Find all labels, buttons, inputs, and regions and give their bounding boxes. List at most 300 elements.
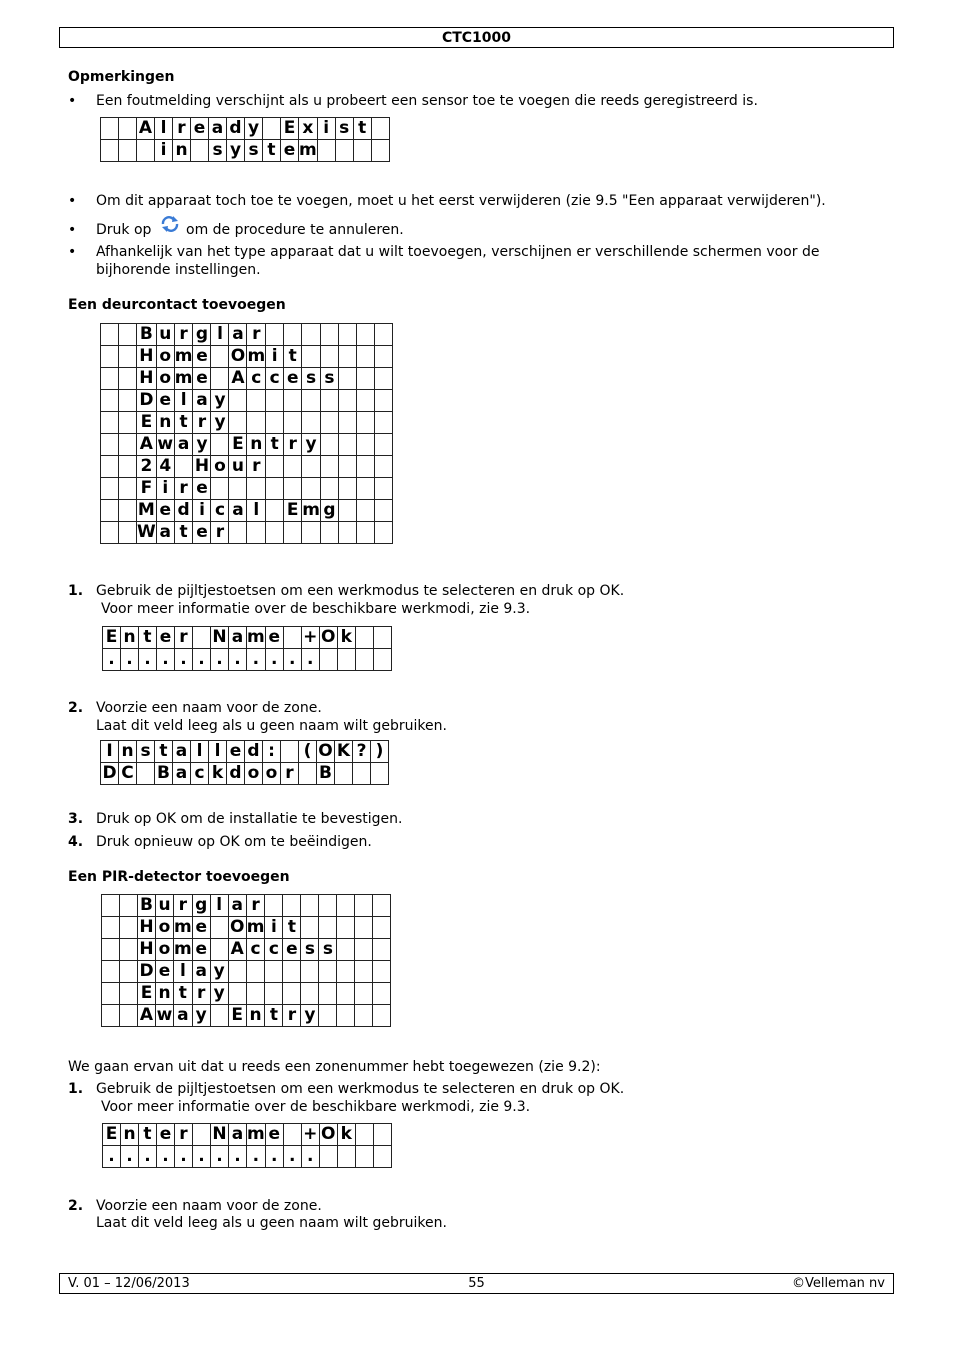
lcd-cell: m (299, 140, 317, 160)
lcd-cell: y (210, 961, 228, 983)
lcd-cell (338, 456, 356, 478)
lcd-cell (337, 1005, 355, 1027)
page-footer (59, 1273, 894, 1294)
lcd-cell: E (228, 1005, 246, 1027)
lcd-cell (119, 434, 137, 456)
lcd-cell (356, 390, 374, 412)
lcd-cell (319, 1146, 337, 1168)
lcd-cell: u (229, 456, 247, 478)
lcd-cell (337, 649, 355, 671)
lcd-cell (353, 140, 371, 162)
lcd-cell: e (193, 478, 211, 500)
lcd-cell (119, 522, 137, 544)
lcd-cell (229, 478, 247, 500)
lcd-cell: l (155, 118, 173, 140)
lcd-cell: : (263, 741, 281, 763)
lcd-cell: d (227, 118, 245, 140)
lcd-cell (174, 456, 193, 478)
lcd-cell (355, 961, 373, 983)
lcd-cell: . (193, 649, 211, 671)
lcd-cell: w (156, 1005, 173, 1025)
lcd-cell: a (193, 390, 211, 412)
lcd-cell: c (265, 939, 283, 961)
lcd-cell (211, 434, 229, 456)
refresh-icon (160, 216, 180, 232)
lcd-cell: o (156, 346, 174, 368)
lcd-cell (284, 390, 302, 412)
lcd-cell (101, 456, 119, 478)
lcd-cell: o (156, 368, 174, 390)
lcd-cell: n (156, 983, 174, 1005)
lcd-cell: H (194, 456, 210, 476)
lcd-cell (338, 478, 356, 500)
lcd-cell: r (175, 1124, 193, 1146)
lcd-cell: c (211, 500, 229, 522)
lcd-cell: e (191, 118, 209, 140)
lcd-cell: t (283, 917, 301, 939)
lcd-cell: r (246, 895, 265, 917)
lcd-cell (317, 140, 335, 162)
lcd-cell: e (192, 917, 210, 939)
lcd-cell (373, 1005, 391, 1027)
lcd-cell: . (301, 1146, 319, 1168)
lcd-cell (284, 324, 302, 346)
bullet-dot: • (68, 93, 77, 109)
lcd-cell: r (247, 324, 266, 346)
lcd-cell: F (137, 478, 157, 500)
lcd-cell (355, 1124, 373, 1146)
lcd-cell (102, 939, 120, 961)
lcd-cell (355, 983, 373, 1005)
lcd-cell: y (301, 1005, 319, 1027)
lcd-cell: k (337, 627, 355, 649)
lcd-cell: i (265, 917, 283, 939)
lcd-cell (228, 983, 246, 1005)
lcd-cell: H (139, 917, 154, 937)
lcd-cell: s (319, 939, 337, 961)
step-2-text: Voorzie een naam voor de zone. (96, 1198, 322, 1214)
lcd-cell (265, 895, 283, 917)
lcd-cell: l (211, 324, 229, 346)
lcd-cell: a (229, 627, 247, 649)
lcd-cell (338, 522, 356, 544)
lcd-cell: 2 (137, 456, 157, 478)
lcd-row (101, 118, 390, 140)
lcd-cell: . (229, 1146, 247, 1168)
lcd-cell (119, 500, 137, 522)
lcd-cell (335, 140, 353, 162)
page-header (59, 27, 894, 48)
step-number: 2. (68, 1198, 84, 1214)
lcd-cell: I (101, 741, 119, 763)
lcd-cell: . (157, 649, 175, 671)
lcd-cell: y (302, 434, 321, 456)
lcd-cell: y (192, 1005, 210, 1027)
lcd-cell: O (320, 1124, 336, 1144)
heading-deurcontact: Een deurcontact toevoegen (68, 297, 286, 313)
lcd-cell: e (281, 140, 299, 162)
lcd-cell (320, 434, 338, 456)
lcd-cell (266, 522, 284, 544)
lcd-cell (337, 1146, 355, 1168)
lcd-cell (373, 627, 391, 649)
lcd-cell: e (265, 627, 283, 649)
lcd-cell (284, 478, 302, 500)
lcd-cell: . (265, 649, 283, 671)
lcd-cell: E (281, 118, 299, 140)
lcd-cell (337, 961, 355, 983)
lcd-cell: c (247, 368, 266, 390)
lcd-cell: l (209, 741, 227, 763)
lcd-cell (211, 368, 229, 390)
lcd-cell: y (193, 434, 211, 456)
lcd-cell (247, 522, 266, 544)
lcd-cell: . (139, 649, 157, 671)
lcd-cell: O (230, 346, 246, 366)
lcd-cell: e (193, 368, 211, 390)
lcd-cell (229, 522, 247, 544)
lcd-cell: g (193, 324, 211, 346)
lcd-cell (101, 346, 119, 368)
lcd-row (101, 390, 393, 412)
lcd-row (103, 627, 392, 649)
lcd-cell: a (229, 1124, 247, 1146)
lcd-cell: y (211, 390, 229, 412)
step-1-text: Gebruik de pijltjestoetsen om een werkmodus te selecteren en druk op OK. (96, 1081, 625, 1097)
lcd-cell (356, 324, 374, 346)
lcd-cell (266, 500, 284, 522)
lcd-cell: . (175, 1146, 193, 1168)
lcd-cell: t (353, 118, 371, 140)
lcd-cell: A (228, 939, 246, 961)
lcd-cell (210, 939, 228, 961)
lcd-row (103, 1124, 392, 1146)
bullet-dot: • (68, 193, 77, 209)
lcd-row (101, 763, 389, 785)
lcd-cell (283, 627, 301, 649)
lcd-mode-menu-pir (101, 894, 391, 1027)
lcd-cell: n (247, 434, 266, 456)
step-4-text: Druk opnieuw op OK om te beëindigen. (96, 834, 372, 850)
lcd-cell: E (284, 500, 302, 522)
lcd-cell: . (121, 649, 139, 671)
lcd-cell: A (137, 434, 157, 456)
lcd-cell: D (139, 961, 154, 981)
document-title: CTC1000 (441, 30, 512, 46)
lcd-cell (302, 522, 321, 544)
lcd-row (102, 961, 391, 983)
lcd-cell (137, 763, 155, 785)
lcd-cell (102, 895, 120, 917)
lcd-cell (119, 118, 137, 140)
lcd-cell: H (137, 368, 157, 390)
lcd-cell (320, 390, 338, 412)
lcd-cell (337, 983, 355, 1005)
lcd-cell: B (155, 763, 173, 785)
lcd-cell (101, 500, 119, 522)
lcd-cell (301, 917, 319, 939)
lcd-cell (374, 324, 392, 346)
lcd-cell: B (138, 895, 156, 917)
lcd-cell (337, 939, 355, 961)
lcd-row (101, 500, 393, 522)
lcd-cell (356, 456, 374, 478)
lcd-cell: . (157, 1146, 175, 1168)
lcd-cell: . (247, 649, 266, 671)
lcd-cell: e (284, 368, 302, 390)
lcd-cell: e (156, 390, 174, 412)
lcd-cell: r (175, 627, 193, 649)
lcd-cell (335, 763, 353, 785)
lcd-cell: d (245, 741, 263, 763)
lcd-cell (302, 478, 321, 500)
lcd-cell (374, 390, 392, 412)
lcd-cell: E (138, 983, 156, 1005)
lcd-cell (101, 478, 119, 500)
lcd-cell (119, 456, 137, 478)
lcd-cell (302, 412, 321, 434)
lcd-row (101, 140, 390, 162)
lcd-cell (374, 346, 392, 368)
lcd-cell (337, 917, 355, 939)
lcd-cell (355, 917, 373, 939)
bullet-dot: • (68, 222, 77, 238)
lcd-cell: B (137, 324, 157, 346)
lcd-cell (320, 346, 338, 368)
lcd-cell (102, 1005, 120, 1027)
lcd-cell (191, 140, 209, 162)
lcd-cell: o (263, 763, 281, 785)
bullet-text-2: Om dit apparaat toch toe te voegen, moet u het eerst verwijderen (zie 9.5 "Een apparaat verwijderen"). (96, 193, 826, 209)
lcd-cell: . (283, 649, 301, 671)
lcd-cell: E (229, 434, 247, 456)
step-number: 1. (68, 1081, 84, 1097)
lcd-cell: e (157, 1124, 175, 1146)
lcd-cell: o (245, 763, 263, 785)
lcd-cell (319, 1005, 337, 1027)
lcd-cell: m (246, 917, 265, 937)
bullet-text-4b: bijhorende instellingen. (96, 262, 261, 278)
lcd-cell (373, 983, 391, 1005)
lcd-cell: m (174, 368, 193, 388)
lcd-cell (371, 140, 389, 162)
lcd-cell (266, 324, 284, 346)
lcd-cell (319, 895, 337, 917)
lcd-cell (319, 961, 337, 983)
lcd-cell (302, 324, 321, 346)
lcd-cell (356, 368, 374, 390)
lcd-cell: E (103, 627, 121, 649)
lcd-cell: a (229, 500, 247, 522)
step-1-note: Voor meer informatie over de beschikbare werkmodi, zie 9.3. (101, 1099, 531, 1115)
lcd-cell (319, 917, 337, 939)
lcd-cell: E (103, 1124, 121, 1146)
lcd-cell (266, 456, 284, 478)
intro-text: We gaan ervan uit dat u reeds een zonenummer hebt toegewezen (zie 9.2): (68, 1059, 601, 1075)
lcd-cell: u (156, 324, 174, 346)
lcd-cell: . (301, 649, 319, 671)
lcd-cell: a (209, 118, 227, 140)
lcd-cell (373, 939, 391, 961)
lcd-cell (338, 412, 356, 434)
lcd-cell (320, 412, 338, 434)
lcd-cell (102, 917, 120, 939)
lcd-cell: s (302, 368, 321, 390)
lcd-cell (210, 1005, 228, 1027)
lcd-cell: r (193, 412, 211, 434)
lcd-cell: r (173, 118, 191, 140)
lcd-cell (373, 1124, 391, 1146)
lcd-cell: t (174, 522, 193, 544)
lcd-cell: i (155, 140, 173, 162)
lcd-cell: y (227, 140, 245, 162)
lcd-cell: O (318, 741, 333, 761)
lcd-cell (356, 522, 374, 544)
lcd-cell: x (299, 118, 318, 140)
heading-pir: Een PIR-detector toevoegen (68, 869, 290, 885)
lcd-cell: s (245, 140, 263, 162)
lcd-cell (137, 140, 155, 162)
lcd-cell: d (227, 763, 245, 785)
lcd-cell: r (284, 434, 302, 456)
lcd-cell (266, 390, 284, 412)
bullet-text-3b: om de procedure te annuleren. (186, 222, 404, 238)
lcd-cell (211, 478, 229, 500)
lcd-cell: y (211, 412, 229, 434)
lcd-cell (193, 627, 211, 649)
lcd-row (103, 1146, 392, 1168)
lcd-cell: D (102, 763, 117, 783)
lcd-cell: . (121, 1146, 139, 1168)
lcd-cell: H (139, 939, 154, 959)
lcd-cell (355, 939, 373, 961)
lcd-cell: O (229, 917, 245, 937)
lcd-cell: 4 (156, 456, 174, 478)
lcd-cell: l (247, 500, 266, 522)
lcd-cell: N (212, 1124, 227, 1144)
lcd-cell: r (247, 456, 266, 478)
lcd-cell: t (265, 1005, 283, 1027)
lcd-cell: s (137, 741, 155, 763)
lcd-cell (301, 895, 319, 917)
lcd-cell (101, 434, 119, 456)
lcd-cell (338, 390, 356, 412)
lcd-row (101, 368, 393, 390)
lcd-cell: A (229, 368, 247, 390)
lcd-cell (374, 522, 392, 544)
lcd-row (102, 895, 391, 917)
lcd-cell: n (156, 412, 174, 434)
lcd-cell (247, 412, 266, 434)
lcd-cell: l (174, 390, 193, 412)
lcd-cell (355, 627, 373, 649)
lcd-cell (302, 390, 321, 412)
lcd-cell (119, 368, 137, 390)
lcd-enter-name (102, 1123, 392, 1168)
lcd-cell (371, 763, 389, 785)
lcd-mode-menu-door (100, 323, 393, 544)
lcd-cell: . (193, 1146, 211, 1168)
lcd-row (101, 522, 393, 544)
lcd-cell (229, 412, 247, 434)
lcd-cell (284, 412, 302, 434)
lcd-cell: . (103, 1146, 121, 1168)
lcd-cell: a (174, 434, 193, 456)
lcd-cell: m (174, 917, 192, 937)
lcd-cell: i (193, 500, 211, 522)
lcd-cell (101, 140, 119, 162)
step-1-note: Voor meer informatie over de beschikbare werkmodi, zie 9.3. (101, 601, 531, 617)
lcd-cell (120, 961, 138, 983)
lcd-already-exist (100, 117, 390, 162)
lcd-cell: t (155, 741, 173, 763)
lcd-cell (120, 917, 138, 939)
lcd-cell (284, 456, 302, 478)
lcd-cell (373, 649, 391, 671)
lcd-cell: e (193, 522, 211, 544)
lcd-cell (374, 412, 392, 434)
bullet-text-1: Een foutmelding verschijnt als u probeert een sensor toe te voegen die reeds geregistreerd is. (96, 93, 758, 109)
lcd-cell (101, 390, 119, 412)
lcd-cell (373, 961, 391, 983)
lcd-cell: o (156, 939, 174, 961)
lcd-cell (101, 368, 119, 390)
lcd-cell: a (228, 895, 246, 917)
lcd-cell: n (246, 1005, 265, 1027)
step-3-text: Druk op OK om de installatie te bevestigen. (96, 811, 403, 827)
lcd-row (102, 939, 391, 961)
lcd-cell: m (174, 346, 193, 366)
lcd-cell (356, 434, 374, 456)
lcd-cell (355, 1005, 373, 1027)
lcd-cell (374, 500, 392, 522)
lcd-cell (353, 763, 371, 785)
lcd-cell (319, 983, 337, 1005)
lcd-row (101, 346, 393, 368)
lcd-cell (247, 478, 266, 500)
lcd-cell: B (317, 763, 335, 785)
step-2-note: Laat dit veld leeg als u geen naam wilt gebruiken. (96, 1215, 447, 1231)
lcd-cell: E (137, 412, 157, 434)
lcd-cell: . (103, 649, 121, 671)
lcd-cell: a (173, 763, 191, 785)
lcd-cell (281, 741, 299, 763)
lcd-cell: + (303, 627, 318, 647)
lcd-cell: . (265, 1146, 283, 1168)
lcd-cell (210, 917, 228, 939)
lcd-cell: m (174, 939, 192, 959)
lcd-cell (119, 390, 137, 412)
lcd-cell: l (210, 895, 228, 917)
lcd-cell (355, 895, 373, 917)
lcd-cell (265, 983, 283, 1005)
lcd-cell (265, 961, 283, 983)
lcd-cell: t (139, 627, 157, 649)
lcd-cell (338, 346, 356, 368)
lcd-cell (102, 983, 120, 1005)
lcd-cell (228, 961, 246, 983)
lcd-cell: n (121, 627, 139, 649)
lcd-cell: N (212, 627, 227, 647)
lcd-cell: e (156, 500, 174, 522)
lcd-cell: l (191, 741, 209, 763)
lcd-installed (100, 740, 389, 785)
lcd-cell: A (138, 1005, 156, 1027)
lcd-cell (119, 412, 137, 434)
lcd-cell: y (210, 983, 228, 1005)
lcd-cell (374, 434, 392, 456)
lcd-cell: ? (353, 741, 371, 763)
